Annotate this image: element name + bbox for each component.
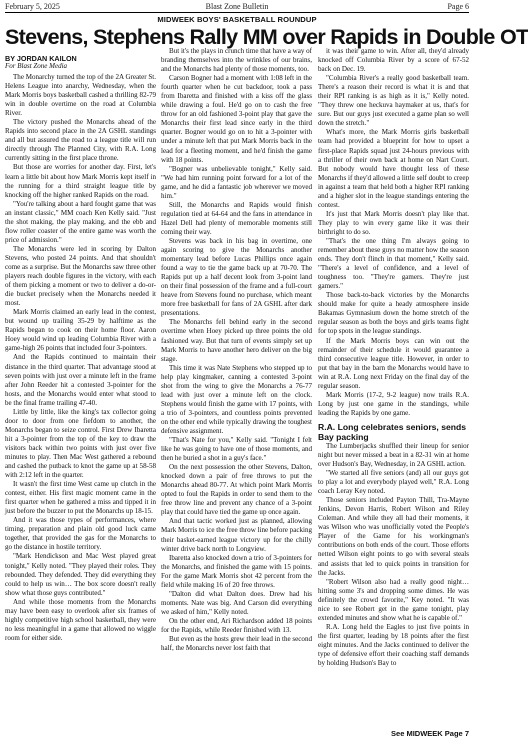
article-column-3	[318, 47, 469, 737]
article-paragraph: This time it was Nate Stephens who stepped up to help play kingmaker, canning a contested 3-point shot from the wing to give the Monarchs a 76-77 lead with just over a minute left on the clock. Stephens would finish the game with 17 points, with a trio of 3-pointers, and countless points prevented on the other end while typically drawing the toughest defensive assignment.	[161, 363, 312, 435]
article-paragraph: "We started all five seniors (and) all our guys got to play a lot and everybody played well," R.A. Long coach Leray Key noted.	[318, 469, 469, 496]
article-paragraph: It wasn't the first time West came up clutch in the contest, either. His first magic moment came in the first quarter when he gathered a miss and tipped it in just before the buzzer to put the Monarchs up 18-15.	[5, 480, 156, 516]
article-byline: BY JORDAN KAILON	[5, 54, 77, 63]
article-paragraph: Ibaretta also knocked down a trio of 3-pointers for the Monarchs, and finished the game with 15 points. For the game Mark Morris shot 42 percent from the field while making 16 of 20 free throws.	[161, 553, 312, 589]
byline-affiliation: For Blast Zone Media	[5, 62, 68, 70]
article-paragraph: R.A. Long held the Eagles to just five points in the first quarter, leading by 18 points after the first eight minutes. And the Jacks continued to deliver the type of defensive effort their coaching staff demands by holding Hudson's Bay to	[318, 622, 469, 668]
column-3-body	[318, 47, 469, 418]
issue-date: February 5, 2025	[5, 2, 60, 11]
article-paragraph: Those seniors included Payton Thill, Tra-Mayne Jenkins, Devon Harris, Robert Wilson and Riley Coleman. And while they all had their moments, it was Wilson who was unofficially voted the People's Player of the Game for his workingman's contributions on both ends of the court. Those efforts netted Wilson eight points to go with several steals and assists that led to quick points in transition for the Jacks.	[318, 496, 469, 577]
article-paragraph: But even as the hosts grew their lead in the second half, the Monarchs never lost faith that	[161, 635, 312, 653]
article-paragraph: "Dalton did what Dalton does. Drew had his moments. Nate was big. And Carson did everything we asked of him," Kelly noted.	[161, 589, 312, 616]
article-column-2	[161, 47, 312, 737]
article-paragraph: The Lumberjacks shuffled their lineup for senior night but never missed a beat in a 82-31 win at home over Hudson's Bay, Wednesday, in 2A GSHL action.	[318, 441, 469, 469]
article-paragraph: it was their game to win. After all, they'd already knocked off Columbia River by a score of 67-52 back on Dec. 19.	[318, 47, 469, 74]
article-paragraph: On the other end, Ari Richardson added 18 points for the Rapids, while Reeder finished with 13.	[161, 616, 312, 634]
article-paragraph: It's just that Mark Morris doesn't play like that. They play to win every game like it was their birthright to do so.	[318, 209, 469, 236]
article-paragraph: The victory pushed the Monarchs ahead of the Rapids into second place in the 2A GSHL standings and all but assured the road to a league title will run directly through The Planned City, with R.A. Long currently sitting in the first place throne.	[5, 118, 156, 163]
article-paragraph: The Monarchs were led in scoring by Dalton Stevens, who posted 24 points. And that shouldn't come as a surprise. But the Monarchs saw three other players reach double figures in the victory, with each of them picking a moment or two to deliver a do-or-die bucket precisely when the Monarchs needed it most.	[5, 244, 156, 308]
article-paragraph: Mark Morris claimed an early lead in the contest, but wound up trailing 35-29 by halftime as the Rapids began to cook on their home floor. Aaron Hoey would wind up leading Columbia River with a game-high 26 points that included four 3-pointers.	[5, 308, 156, 353]
page-number: Page 6	[447, 2, 469, 11]
publication-name: Blast Zone Bulletin	[205, 2, 269, 11]
article-paragraph: "You're talking about a hard fought game that was an instant classic," MM coach Ken Kelly said. "Just the shot making, the play making, and the ebb and flow roller coaster of the entire game was worth the price of admission."	[5, 199, 156, 244]
masthead-rule	[5, 12, 469, 13]
article-paragraph: Mark Morris (17-2, 9-2 league) now trails R.A. Long by just one game in the standings, while leading the Rapids by one game.	[318, 390, 469, 417]
article-paragraph: Little by little, like the king's tax collector going door to door from one fiefdom to another, the Monarchs began to seize control. First Drew Ibaretta hit a 3-pointer from the top of the key to draw the visitors back within two points with just over five minutes to play. Then Mac West gathered a rebound and cashed the putback to knot the game up at 58-58 with 2:12 left in the quarter.	[5, 407, 156, 480]
article-paragraph: The Monarchy turned the top of the 2A Greater St. Helens League into anarchy, Wednesday, when the Mark Morris boys basketball cashed a thrilling 82-79 win in double overtime on the road at Columbia River.	[5, 73, 156, 118]
article-kicker: MIDWEEK BOYS' BASKETBALL ROUNDUP	[157, 15, 317, 24]
article-paragraph: But it's the plays in crunch time that have a way of branding themselves into the wrinkles of our brains, and the Monarchs had plenty of those moments, too.	[161, 47, 312, 74]
article-paragraph: If the Mark Morris boys can win out the remainder of their schedule it would guarantee a third consecutive league title. However, in order to put that bay in the barn the Monarchs would have to win at R.A. Long next Friday on the final day of the regular season.	[318, 336, 469, 390]
article-paragraph: Stevens was back in his bag in overtime, one again scoring to give the Monarchs another momentary lead before Lucas Phillips once again found a way to tie the game back up at 70-70. The Rapids put up a half decent look from 3-point land on their final possession of the frame and a full-court heave from Stevens found no purchase, which meant more free basketball for fans of 2A GSHL after dark presentations.	[161, 236, 312, 318]
article-paragraph: "That's the one thing I'm always going to remember about these guys no matter how the season ends. They don't flinch in that moment," Kelly said. "There's a level of confidence, and a level of toughness too. "They're gamers. They're just gamers."	[318, 236, 469, 291]
column-3-second-story	[318, 442, 469, 668]
continued-jump-link[interactable]: See MIDWEEK Page 7	[391, 729, 469, 738]
article-paragraph: "Mark Hendickson and Mac West played great tonight," Kelly noted. "They played their roles. They rebounded. They defended. They did everything they could to help us win… The box score doesn't really show what those guys contributed."	[5, 552, 156, 597]
article-paragraph: Those back-to-back victories by the Monarchs should make for quite a heady atmosphere inside Bakamas Gymnasium down the home stretch of the regular season as both the boys and girls teams fight for top spots in the league standings.	[318, 291, 469, 336]
article-paragraph: On the next possession the other Stevens, Dalton, knocked down a pair of free throws to put the Monarchs ahead 80-77. At which point Mark Morris opted to foul the Rapids in order to send them to the free throw line and prevent any chance of a 3-point play that could have tied the game up once again.	[161, 463, 312, 517]
article-paragraph: Still, the Monarchs and Rapids would finish regulation tied at 64-64 and the fans in attendance in Hazel Dell had plenty of memorable moments still coming their way.	[161, 200, 312, 236]
article-paragraph: What's more, the Mark Morris girls basketball team had provided a blueprint for how to upset a first-place Rapids squad just 24-hours previous with a thriller of their own back at home on Nart Court. But nobody would have thought less of these Monarchs if they'd allowed a little self doubt to creep in against a team that held both a higher RPI ranking and a higher slot in the league standings entering the contest.	[318, 128, 469, 209]
article-paragraph: "Robert Wilson also had a really good night… hitting some 3's and dropping some dimes. He was definitely the crowd favorite," Key noted. "It was nice to see Robert get in the game tonight, play extended minutes and show what he is capable of."	[318, 577, 469, 622]
article-paragraph: And it was those types of performances, where timing, preparation and plain old good luck came together, that provided the gas for the Monarchs to go the distance in hostile territory.	[5, 516, 156, 552]
article-paragraph: "Bogner was unbelievable tonight," Kelly said. "We had him running point forward for a lot of the game, and he did a fantastic job wherever we moved him."	[161, 164, 312, 200]
article-paragraph: But those are worries for another day. First, let's learn a little bit about how Mark Morris kept itself in the running for a third straight league title by knocking off the higher ranked Rapids on the road.	[5, 163, 156, 199]
article-paragraph: And that tactic worked just as planned, allowing Mark Morris to ice the free throw line before packing their basket-earned league victory up for the chilly winter drive back north to Longview.	[161, 517, 312, 553]
article-headline: Stevens, Stephens Rally MM over Rapids in Double OT	[5, 25, 528, 49]
article-paragraph: Carson Bogner had a moment with 1:08 left in the fourth quarter when he cut backdoor, took a pass from Ibaretta and finished with a kiss off the glass while drawing a foul. He'd go on to cash the free throw for an old fashioned 3-point play that gave the Monarchs their first lead since early in the third quarter. Bogner would go on to hit a 3-pointer with under a minute left that put Mark Morris back in the lead for a fleeting moment, and he'd finish the game with 18 points.	[161, 74, 312, 164]
article-paragraph: "Columbia River's a really good basketball team. There's a reason their record is what it is and that their RPI ranking is as high as it is," Kelly noted. "They threw one heckuva haymaker at us, that's for sure. But our guys just executed a game plan so well down the stretch."	[318, 74, 469, 128]
article-paragraph: And the Rapids continued to maintain their distance in the third quarter. That advantage stood at seven points with just over a minute left in the frame after John Reeder hit a contested 3-pointer for the hosts, and the Monarchs would enter what stood to be the final frame trailing 47-40.	[5, 353, 156, 407]
section-subhead: R.A. Long celebrates seniors, sends Bay packing	[318, 421, 467, 442]
article-paragraph: And while those moments from the Monarchs may have been easy to overlook after six frames of highly competitive high school basketball, they were no less meaningful in a game that allowed no wiggle room for either side.	[5, 597, 156, 642]
article-column-1	[5, 73, 156, 733]
article-paragraph: The Monarchs fell behind early in the second overtime when Hoey picked up three points the old fashioned way. But that turn of events simply set up Mark Morris to have another hero deliver on the big stage.	[161, 318, 312, 363]
article-paragraph: "That's Nate for you," Kelly said. "Tonight I felt like he was going to have one of those moments, and then he buried a shot in a guy's face."	[161, 436, 312, 463]
